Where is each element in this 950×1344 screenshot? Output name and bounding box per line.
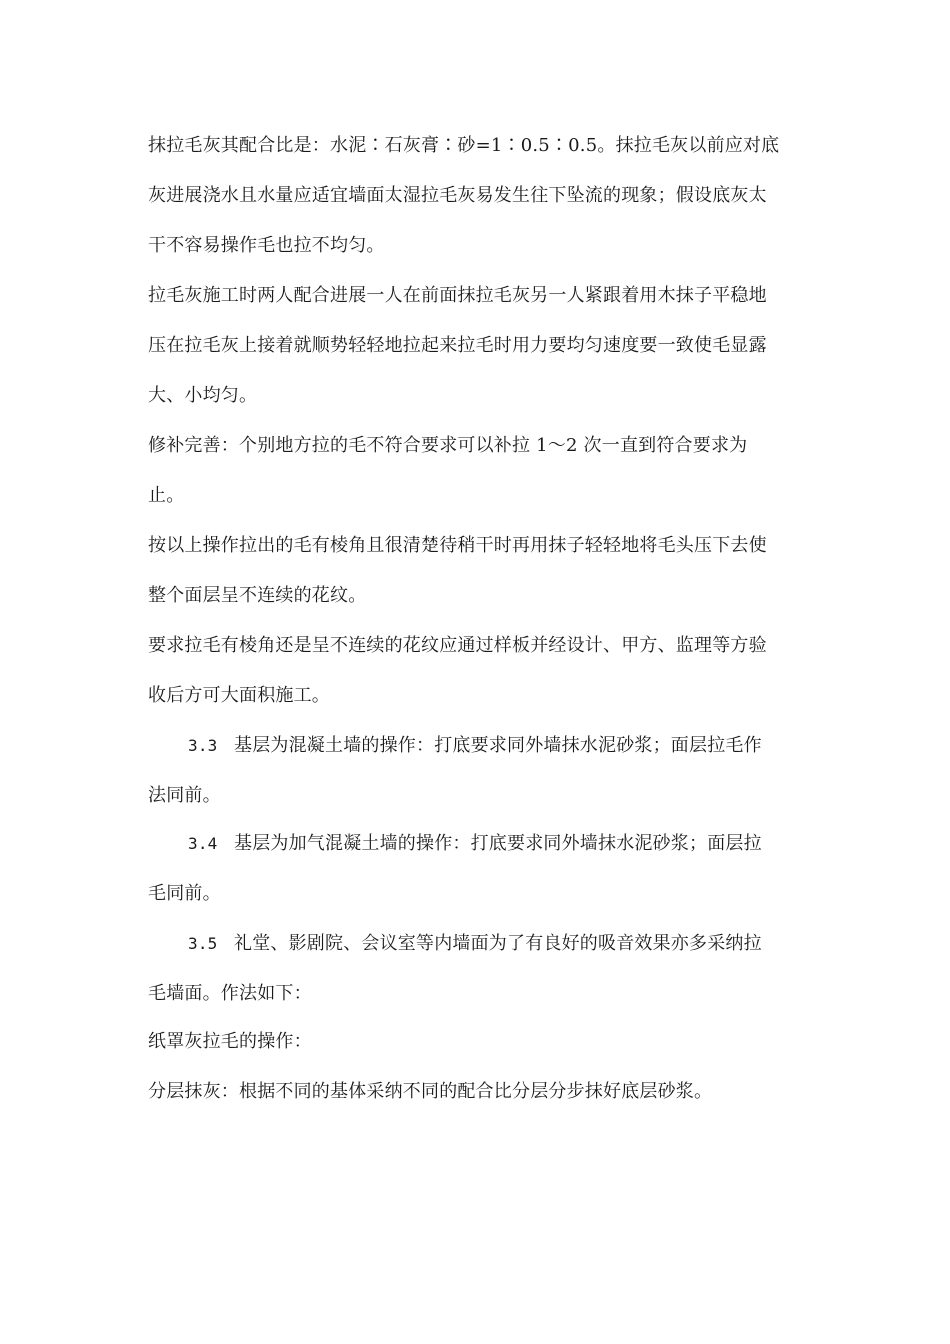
paragraph-two-person-line-2: 压在拉毛灰上接着就顺势轻轻地拉起来拉毛时用力要均匀速度要一致使毛显露 [148,335,767,356]
paragraph-repair-line-2: 止。 [148,485,185,506]
paragraph-layered-plastering: 分层抹灰：根据不同的基体采纳不同的配合比分层分步抹好底层砂浆。 [148,1081,713,1102]
section-text: 礼堂、影剧院、会议室等内墙面为了有良好的吸音效果亦多采纳拉 [234,933,762,954]
section-3-3-line-1 [188,734,762,758]
section-3-5-line-2: 毛墙面。作法如下： [148,983,312,1004]
paragraph-press-line-2: 整个面层呈不连续的花纹。 [148,585,367,606]
section-text: 基层为加气混凝土墙的操作：打底要求同外墙抹水泥砂浆；面层拉 [234,833,762,854]
paragraph-sample-line-1: 要求拉毛有棱角还是呈不连续的花纹应通过样板并经设计、甲方、监理等方验 [148,635,767,656]
paragraph-mix-ratio-line-3: 干不容易操作毛也拉不均匀。 [148,235,385,256]
section-number: 3.4 [188,834,218,853]
paragraph-mix-ratio-line-2: 灰进展浇水且水量应适宜墙面太湿拉毛灰易发生往下坠流的现象；假设底灰太 [148,185,767,206]
paragraph-sample-line-2: 收后方可大面积施工。 [148,685,330,706]
paragraph-paper-plaster-heading: 纸罩灰拉毛的操作： [148,1031,312,1052]
section-3-4-line-1 [188,832,762,856]
section-number: 3.5 [188,934,218,953]
paragraph-two-person-line-1: 拉毛灰施工时两人配合进展一人在前面抹拉毛灰另一人紧跟着用木抹子平稳地 [148,285,767,306]
section-3-3-line-2: 法同前。 [148,785,221,806]
section-number: 3.3 [188,736,218,755]
paragraph-two-person-line-3: 大、小均匀。 [148,385,258,406]
section-text: 基层为混凝土墙的操作：打底要求同外墙抹水泥砂浆；面层拉毛作 [234,735,762,756]
paragraph-press-line-1: 按以上操作拉出的毛有棱角且很清楚待稍干时再用抹子轻轻地将毛头压下去使 [148,535,767,556]
paragraph-mix-ratio-line-1: 抹拉毛灰其配合比是：水泥∶石灰膏∶砂=1∶0.5∶0.5。抹拉毛灰以前应对底 [148,135,780,156]
section-3-4-line-2: 毛同前。 [148,883,221,904]
paragraph-repair-line-1: 修补完善：个别地方拉的毛不符合要求可以补拉 1～2 次一直到符合要求为 [148,435,748,456]
section-3-5-line-1 [188,932,762,956]
